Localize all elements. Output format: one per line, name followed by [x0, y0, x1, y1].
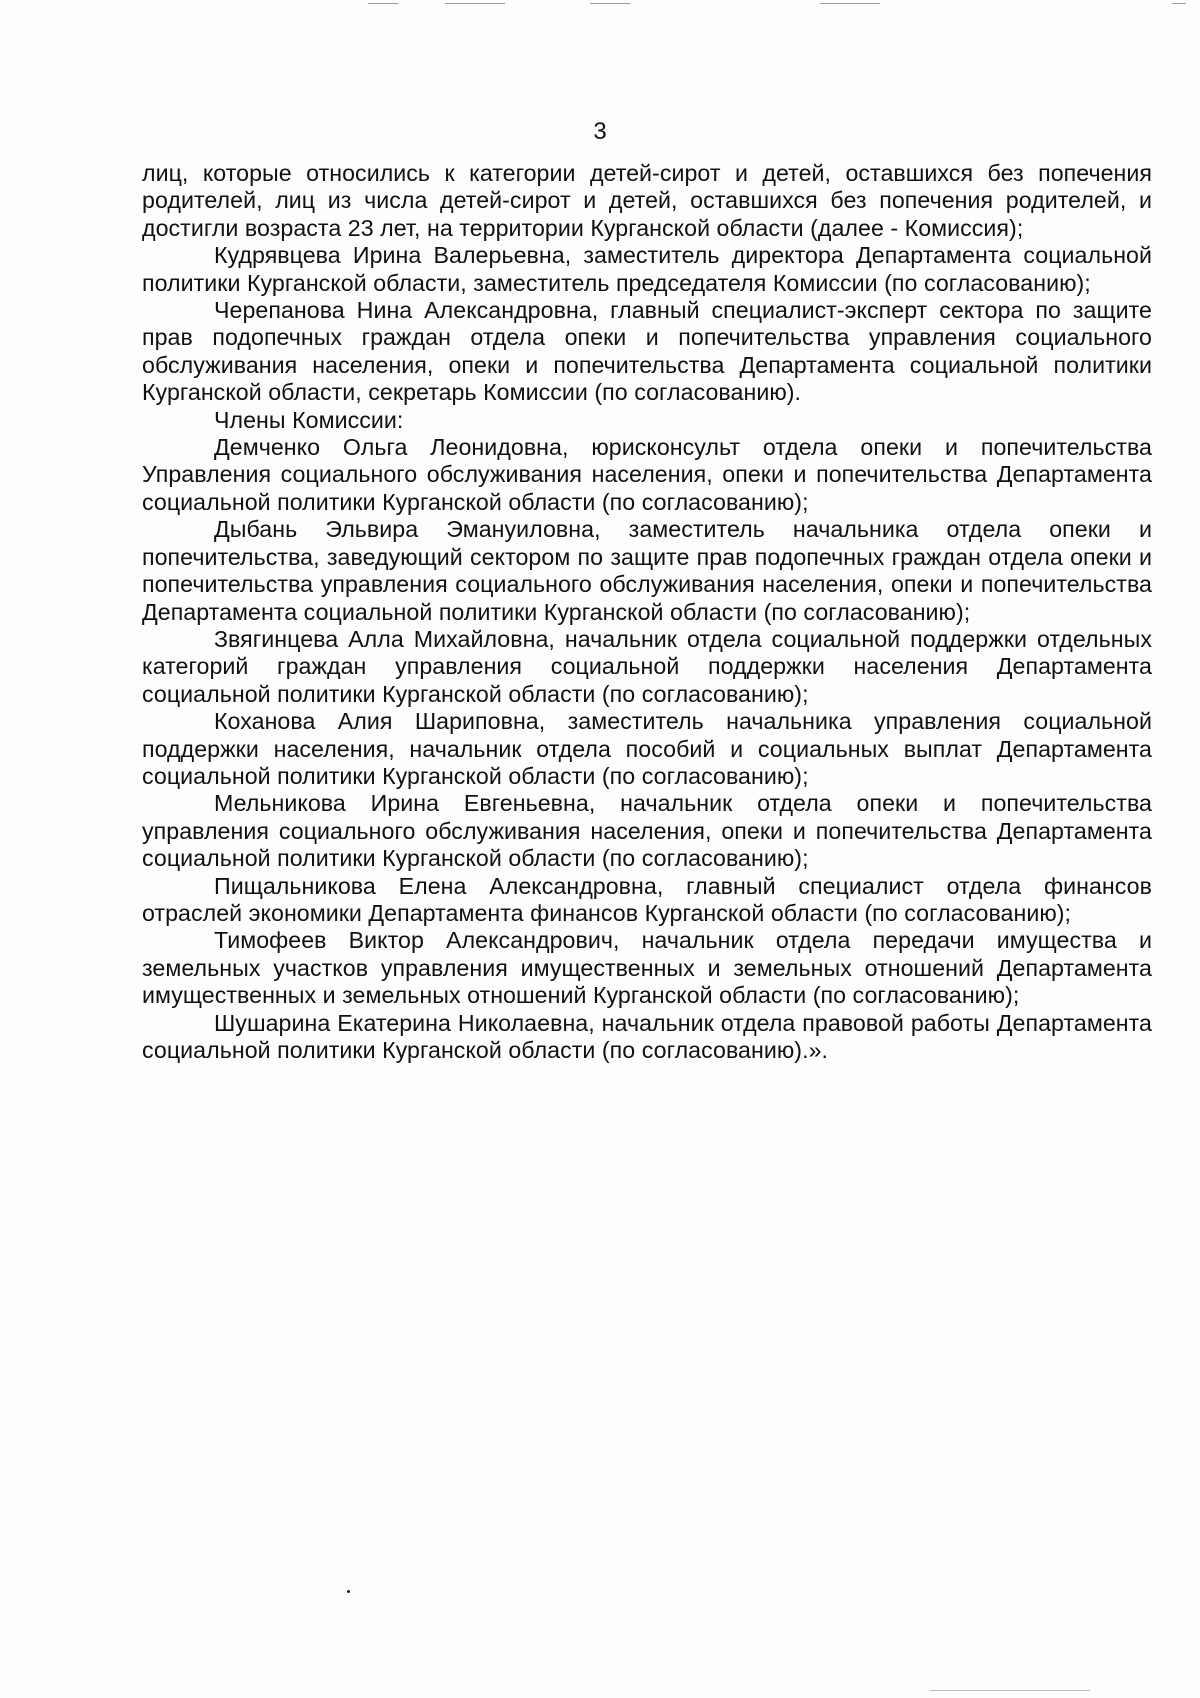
paragraph-member: Шушарина Екатерина Николаевна, начальник отдела правовой работы Департамента социальной политики Курганской области (по согласованию).».	[142, 1009, 1152, 1063]
page-number: 3	[593, 118, 607, 145]
document-body	[142, 160, 1152, 1064]
paragraph-member: Мельникова Ирина Евгеньевна, начальник отдела опеки и попечительства управления социального обслуживания населения, опеки и попечительства Департамента социальной политики Курганской области (по согласованию);	[142, 790, 1152, 872]
scan-artifact-top-5	[1172, 3, 1186, 4]
paragraph-commission-intro: лиц, которые относились к категории детей-сирот и детей, оставшихся без попечения родителей, лиц из числа детей-сирот и детей, оставшихся без попечения родителей, и достигли возраста 23 лет, на территории Курганской области (далее - Комиссия);	[142, 160, 1152, 241]
scan-artifact-top-1	[368, 3, 398, 4]
paragraph-deputy-chair: Кудрявцева Ирина Валерьевна, заместитель директора Департамента социальной политики Курганской области, заместитель председателя Комиссии (по согласованию);	[142, 242, 1152, 296]
paragraph-member: Дыбань Эльвира Эмануиловна, заместитель начальника отдела опеки и попечительства, заведующий сектором по защите прав подопечных граждан отдела опеки и попечительства управления социального обслуживания населения, опеки и попечительства Департамента социальной политики Курганской области (по согласованию);	[142, 516, 1152, 625]
paragraph-member: Тимофеев Виктор Александрович, начальник отдела передачи имущества и земельных участков управления имущественных и земельных отношений Департамента имущественных и земельных отношений Курганской области (по согласованию);	[142, 927, 1152, 1009]
scan-artifact-top-4	[820, 3, 880, 4]
paragraph-members-heading: Члены Комиссии:	[214, 406, 404, 433]
scan-speck	[347, 1590, 350, 1593]
paragraph-member: Пищальникова Елена Александровна, главный специалист отдела финансов отраслей экономики Департамента финансов Курганской области (по согласованию);	[142, 872, 1152, 926]
scan-artifact-top-3	[590, 3, 630, 4]
paragraph-member: Коханова Алия Шариповна, заместитель начальника управления социальной поддержки населения, начальник отдела пособий и социальных выплат Департамента социальной политики Курганской области (по согласованию);	[142, 708, 1152, 789]
paragraph-member: Звягинцева Алла Михайловна, начальник отдела социальной поддержки отдельных категорий граждан управления социальной поддержки населения Департамента социальной политики Курганской области (по согласованию);	[142, 625, 1152, 707]
scan-artifact-top-2	[445, 3, 505, 4]
paragraph-member: Демченко Ольга Леонидовна, юрисконсульт отдела опеки и попечительства Управления социального обслуживания населения, опеки и попечительства Департамента социальной политики Курганской области (по согласованию);	[142, 434, 1152, 515]
scan-artifact-bottom-1	[930, 1690, 1090, 1691]
paragraph-secretary: Черепанова Нина Александровна, главный специалист-эксперт сектора по защите прав подопечных граждан отдела опеки и попечительства управления социального обслуживания населения, опеки и попечительства Департамента социальной политики Курганской области, секретарь Комиссии (по согласованию).	[142, 297, 1152, 406]
